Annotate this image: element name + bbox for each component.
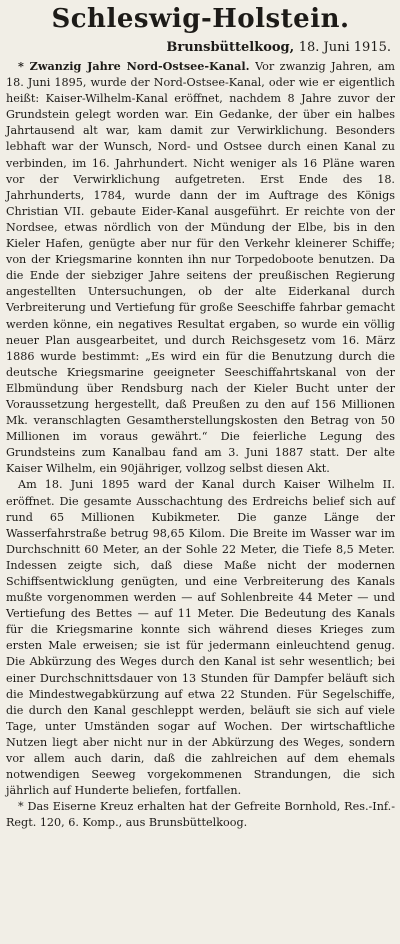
article-1-paragraph-1 xyxy=(6,58,395,477)
article-1-body-1: Vor zwanzig Jahren, am 18. Juni 1895, wurde der Nord-Ostsee-Kanal, oder wie er eigentlich heißt: Kaiser-Wilhelm-Kanal eröffnet, nachdem 8 Jahre zuvor der Grundstein gelegt worden war. Ein Gedanke, der über ein halbes Jahrtausend alt war, kam damit zur Verwirklichung. Besonders lebhaft war der Wunsch, Nord- und Ostsee durch einen Kanal zu verbinden, im 16. Jahrhundert. Nicht weniger als 16 Pläne waren vor der Verwirklichung aufgetreten. Erst Ende des 18. Jahrhunderts, 1784, wurde dann der im Auftrage des Königs Christian VII. gebaute Eider-Kanal ausgeführt. Er reichte von der Nordsee, etwas nördlich von der Mündung der Elbe, bis in den Kieler Hafen, genügte aber nur für den Verkehr kleinerer Schiffe; von der Kriegsmarine konnten ihn nur Torpedoboote benutzen. Da die Ende der siebziger Jahre seitens der preußischen Regierung angestellten Untersuchungen, ob der alte Eiderkanal durch Verbreiterung und Vertiefung für große Seeschiffe fahrbar gemacht werden könne, ein negatives Resultat ergaben, so wurde ein völlig neuer Plan ausgearbeitet, und durch Reichsgesetz vom 16. März 1886 wurde bestimmt: „Es wird ein für die Benutzung durch die deutsche Kriegsmarine geeigneter Seeschiffahrtskanal von der Elbmündung über Rendsburg nach der Kieler Bucht unter der Voraussetzung hergestellt, daß Preußen zu den auf 156 Millionen Mk. veranschlagten Gesamtherstellungskosten den Betrag von 50 Millionen im voraus gewährt.“ Die feierliche Legung des Grundsteins zum Kanalbau fand am 3. Juni 1887 statt. Der alte Kaiser Wilhelm, ein 90jähriger, vollzog selbst diesen Akt. xyxy=(6,60,395,476)
article-2-paragraph: * Das Eiserne Kreuz erhalten hat der Gefreite Bornhold, Res.-Inf.-Regt. 120, 6. Komp., aus Brunsbüttelkoog. xyxy=(6,800,395,830)
dateline-date: 18. Juni 1915. xyxy=(298,40,391,55)
headline: Schleswig-Holstein. xyxy=(51,4,350,34)
dateline-place: Brunsbüttelkoog, xyxy=(166,40,295,55)
dateline xyxy=(6,40,391,56)
article-1-lead: * Zwanzig Jahre Nord-Ostsee-Kanal. xyxy=(18,59,250,73)
article-1-paragraph-2: Am 18. Juni 1895 ward der Kanal durch Kaiser Wilhelm II. eröffnet. Die gesamte Ausschachtung des Erdreichs belief sich auf rund 65 Millionen Kubikmeter. Die ganze Länge der Wasserfahrstraße betrug 98,65 Kilom. Die Breite im Wasser war im Durchschnitt 60 Meter, an der Sohle 22 Meter, die Tiefe 8,5 Meter. Indessen zeigte sich, daß diese Maße nicht der modernen Schiffsentwicklung genügten, und eine Verbreiterung des Kanals mußte vorgenommen werden — auf Sohlenbreite 44 Meter — und Vertiefung des Bettes — auf 11 Meter. Die Bedeutung des Kanals für die Kriegsmarine konnte sich während dieses Krieges zum ersten Male erweisen; sie ist für jedermann einleuchtend genug. Die Abkürzung des Weges durch den Kanal ist sehr wesentlich; bei einer Durchschnittsdauer von 13 Stunden für Dampfer beläuft sich die Mindestwegabkürzung auf etwa 22 Stunden. Für Segelschiffe, die durch den Kanal geschleppt werden, beläuft sie sich auf viele Tage, unter Umständen sogar auf Wochen. Der wirtschaftliche Nutzen liegt aber nicht nur in der Abkürzung des Weges, sondern vor allem auch darin, daß die zahlreichen auf dem ehemals notwendigen Seeweg vorgekommenen Strandungen, die sich jährlich auf Hunderte beliefen, fortfallen. xyxy=(6,478,395,798)
